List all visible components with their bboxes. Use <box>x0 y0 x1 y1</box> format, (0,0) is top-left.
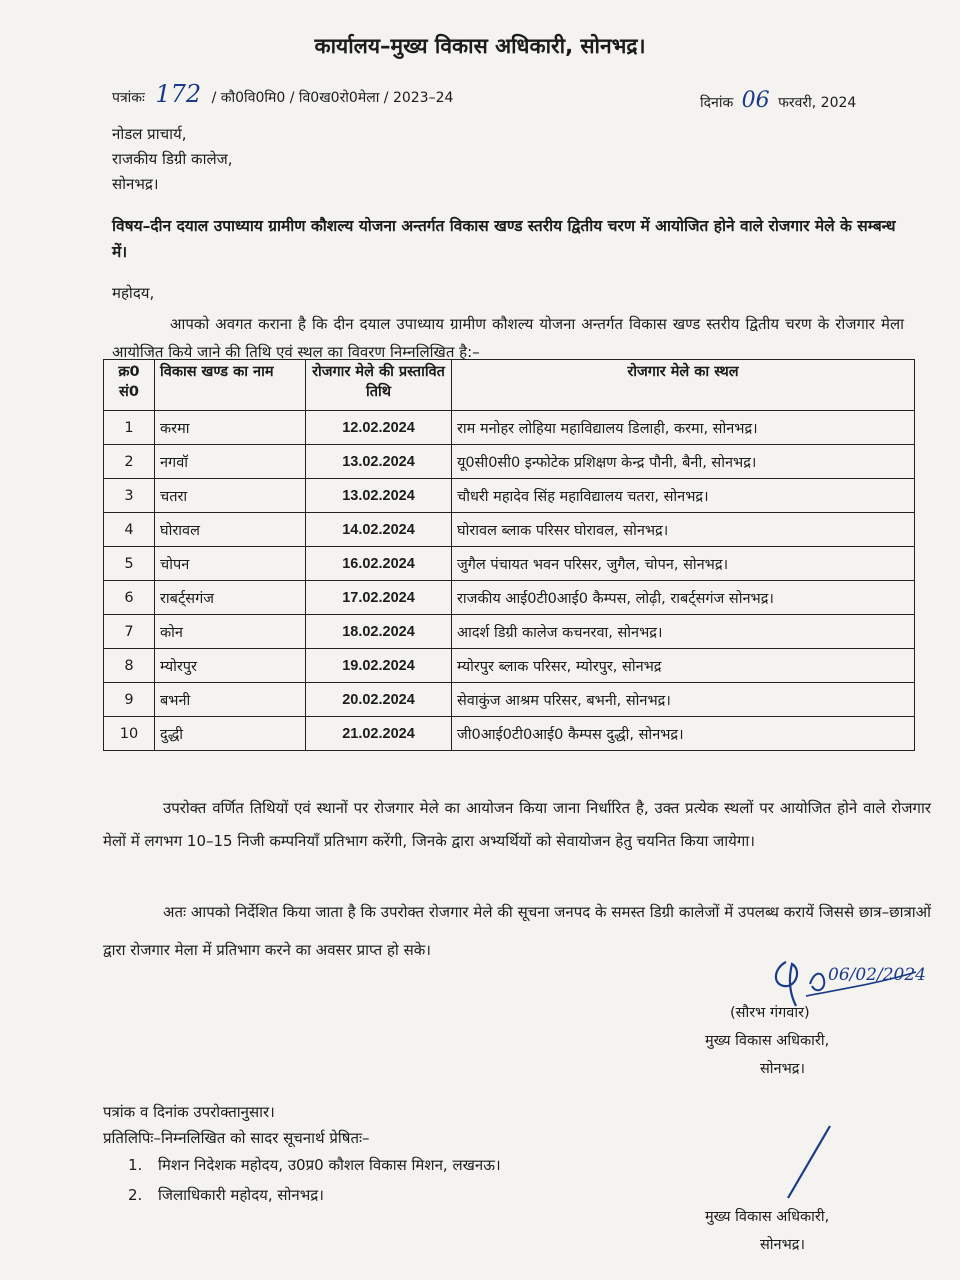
cell-serial: 9 <box>104 683 155 717</box>
cell-venue: सेवाकुंज आश्रम परिसर, बभनी, सोनभद्र। <box>452 683 915 717</box>
cell-venue: आदर्श डिग्री कालेज कचनरवा, सोनभद्र। <box>452 615 915 649</box>
signatory2-district: सोनभद्र। <box>760 1237 805 1253</box>
header-date: रोजगार मेले की प्रस्तावित तिथि <box>306 360 452 411</box>
cell-date: 13.02.2024 <box>306 479 452 513</box>
cell-block: राबर्ट्सगंज <box>155 581 306 615</box>
table-row <box>104 445 915 479</box>
table-row <box>104 479 915 513</box>
cell-block: करमा <box>155 411 306 445</box>
ref-label: पत्रांकः <box>112 90 145 106</box>
copy-item-number: 1. <box>128 1156 143 1174</box>
cell-serial: 7 <box>104 615 155 649</box>
cell-venue: जुगैल पंचायत भवन परिसर, जुगैल, चोपन, सोनभद्र। <box>452 547 915 581</box>
handwritten-ref-number: 172 <box>155 80 202 108</box>
handwritten-date-day: 06 <box>741 88 770 113</box>
table-row <box>104 717 915 751</box>
signatory2-designation: मुख्य विकास अधिकारी, <box>705 1209 830 1225</box>
cell-block: बभनी <box>155 683 306 717</box>
table-row <box>104 683 915 717</box>
initial-stroke-icon <box>778 1122 838 1202</box>
cell-serial: 2 <box>104 445 155 479</box>
cell-venue: राजकीय आई0टी0आई0 कैम्पस, लोढ़ी, राबर्ट्सगंज सोनभद्र। <box>452 581 915 615</box>
addressee-line-1: नोडल प्राचार्य, <box>112 125 187 143</box>
letter-date <box>700 88 856 113</box>
copy-item-text: जिलाधिकारी महोदय, सोनभद्र। <box>158 1186 324 1204</box>
signatory-designation: मुख्य विकास अधिकारी, <box>705 1033 830 1049</box>
cell-venue: म्योरपुर ब्लाक परिसर, म्योरपुर, सोनभद्र <box>452 649 915 683</box>
cell-serial: 3 <box>104 479 155 513</box>
cell-venue: घोरावल ब्लाक परिसर घोरावल, सोनभद्र। <box>452 513 915 547</box>
fair-details-text: उपरोक्त वर्णित तिथियों एवं स्थानों पर रोजगार मेले का आयोजन किया जाना निर्धारित है, उक्त प्रत्येक स्थलों पर आयोजित होने वाले रोजगार मेलों में लगभग 10–15 निजी कम्पनियॉं प्रतिभाग करेंगी, जिनके द्वारा अभ्यर्थियों को सेवायोजन हेतु चयनित किया जायेगा। <box>103 799 931 850</box>
cell-date: 13.02.2024 <box>306 445 452 479</box>
cell-date: 19.02.2024 <box>306 649 452 683</box>
ref-suffix: / कौ0वि0मि0 / वि0ख0रो0मेला / 2023–24 <box>211 90 454 106</box>
copy-recipient-item <box>128 1185 324 1205</box>
copy-reference-line: पत्रांक व दिनांक उपरोक्तानुसार। <box>103 1103 275 1121</box>
cell-date: 21.02.2024 <box>306 717 452 751</box>
cell-date: 12.02.2024 <box>306 411 452 445</box>
cell-serial: 5 <box>104 547 155 581</box>
cell-serial: 4 <box>104 513 155 547</box>
cell-serial: 1 <box>104 411 155 445</box>
copy-item-text: मिशन निदेशक महोदय, उ0प्र0 कौशल विकास मिशन, लखनऊ। <box>158 1156 501 1174</box>
cell-date: 14.02.2024 <box>306 513 452 547</box>
cell-date: 20.02.2024 <box>306 683 452 717</box>
subject-line: विषय–दीन दयाल उपाध्याय ग्रामीण कौशल्य योजना अन्तर्गत विकास खण्ड स्तरीय द्वितीय चरण में आयोजित होने वाले रोजगार मेले के सम्बन्ध में। <box>112 217 896 261</box>
table-row <box>104 649 915 683</box>
signatory-name: (सौरभ गंगवार) <box>730 1005 810 1021</box>
cell-date: 18.02.2024 <box>306 615 452 649</box>
copy-item-number: 2. <box>128 1186 143 1204</box>
table-header-row <box>104 360 915 411</box>
header-venue: रोजगार मेले का स्थल <box>452 360 915 411</box>
cell-block: चोपन <box>155 547 306 581</box>
cell-venue: जी0आई0टी0आई0 कैम्पस दुद्धी, सोनभद्र। <box>452 717 915 751</box>
header-serial: क्र0 सं0 <box>104 360 155 411</box>
reference-number <box>112 80 453 108</box>
signature-scrawl-icon <box>766 950 926 1010</box>
copy-to-heading: प्रतिलिपिः–निम्नलिखित को सादर सूचनार्थ प्रेषितः– <box>103 1129 370 1147</box>
handwritten-sign-date: 06/02/2024 <box>828 965 926 985</box>
table-row <box>104 615 915 649</box>
cell-block: नगवॉ <box>155 445 306 479</box>
cell-date: 16.02.2024 <box>306 547 452 581</box>
header-block: विकास खण्ड का नाम <box>155 360 306 411</box>
cell-block: म्योरपुर <box>155 649 306 683</box>
cell-serial: 10 <box>104 717 155 751</box>
office-title: कार्यालय–मुख्य विकास अधिकारी, सोनभद्र। <box>314 34 646 58</box>
intro-paragraph: आपको अवगत कराना है कि दीन दयाल उपाध्याय ग्रामीण कौशल्य योजना अन्तर्गत विकास खण्ड स्तरीय द्वितीय चरण के रोजगार मेला आयोजित किये जाने की तिथि एवं स्थल का विवरण निम्नलिखित है:– <box>112 315 904 361</box>
cell-block: चतरा <box>155 479 306 513</box>
date-label: दिनांक <box>700 95 734 111</box>
cell-serial: 8 <box>104 649 155 683</box>
cell-block: घोरावल <box>155 513 306 547</box>
date-suffix: फरवरी, 2024 <box>778 95 857 111</box>
cell-venue: चौधरी महादेव सिंह महाविद्यालय चतरा, सोनभद्र। <box>452 479 915 513</box>
cell-date: 17.02.2024 <box>306 581 452 615</box>
table-row <box>104 411 915 445</box>
job-fair-schedule-table <box>103 359 915 751</box>
instruction-text: अतः आपको निर्देशित किया जाता है कि उपरोक्त रोजगार मेले की सूचना जनपद के समस्त डिग्री कालेजों में उपलब्ध करायें जिससे छात्र–छात्राओं द्वारा रोजगार मेला में प्रतिभाग करने का अवसर प्राप्त हो सके। <box>103 903 931 959</box>
table-row <box>104 513 915 547</box>
fair-details-paragraph <box>103 792 931 858</box>
copy-recipient-item <box>128 1155 501 1175</box>
salutation: महोदय, <box>112 284 155 302</box>
signatory-district: सोनभद्र। <box>760 1061 805 1077</box>
cell-serial: 6 <box>104 581 155 615</box>
cell-venue: यू0सी0सी0 इन्फोटेक प्रशिक्षण केन्द्र पौनी, बैनी, सोनभद्र। <box>452 445 915 479</box>
addressee-line-3: सोनभद्र। <box>112 175 159 193</box>
table-row <box>104 547 915 581</box>
initial-mark <box>778 1122 838 1206</box>
cell-block: कोन <box>155 615 306 649</box>
cell-block: दुद्धी <box>155 717 306 751</box>
table-row <box>104 581 915 615</box>
addressee-line-2: राजकीय डिग्री कालेज, <box>112 150 233 168</box>
cell-venue: राम मनोहर लोहिया महाविद्यालय डिलाही, करमा, सोनभद्र। <box>452 411 915 445</box>
